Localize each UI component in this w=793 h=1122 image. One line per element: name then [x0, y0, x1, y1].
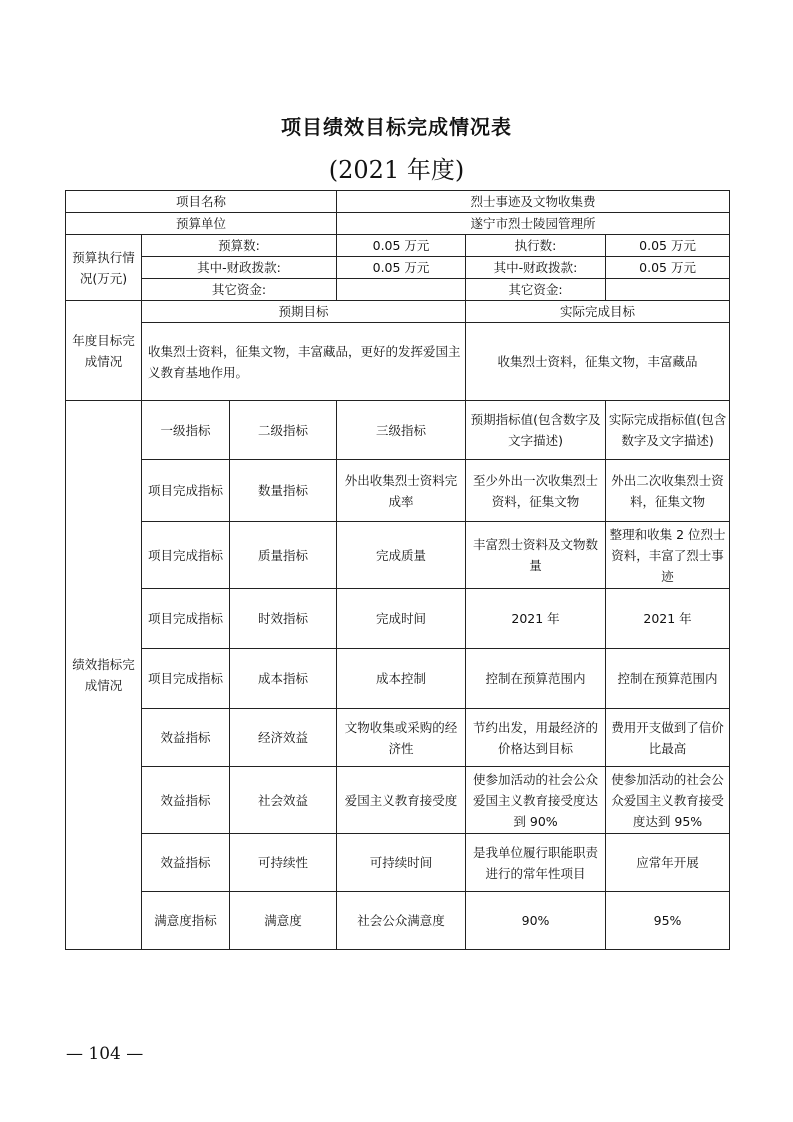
annual-content-row — [66, 323, 730, 401]
other-funds-label: 其它资金: — [142, 279, 337, 301]
header-level1: 一级指标 — [142, 401, 230, 460]
other-exec-value — [606, 279, 730, 301]
row-level3: 外出收集烈士资料完成率 — [337, 460, 466, 522]
fiscal-exec-value: 0.05 万元 — [606, 257, 730, 279]
header-level3: 三级指标 — [337, 401, 466, 460]
budget-section-label: 预算执行情况(万元) — [66, 235, 142, 301]
other-funds-row — [66, 279, 730, 301]
header-actual-value: 实际完成指标值(包含数字及文字描述) — [606, 401, 730, 460]
other-exec-label: 其它资金: — [466, 279, 606, 301]
row-level3: 成本控制 — [337, 649, 466, 709]
row-level1: 效益指标 — [142, 709, 230, 767]
row-level1: 满意度指标 — [142, 892, 230, 950]
row-actual: 95% — [606, 892, 730, 950]
row-actual: 外出二次收集烈士资料，征集文物 — [606, 460, 730, 522]
row-actual: 2021 年 — [606, 589, 730, 649]
row-level2: 可持续性 — [230, 834, 337, 892]
row-expected: 2021 年 — [466, 589, 606, 649]
row-expected: 节约出发，用最经济的价格达到目标 — [466, 709, 606, 767]
budget-amount-value: 0.05 万元 — [337, 235, 466, 257]
row-level3: 完成时间 — [337, 589, 466, 649]
exec-amount-value: 0.05 万元 — [606, 235, 730, 257]
row-level3: 社会公众满意度 — [337, 892, 466, 950]
page-title: 项目绩效目标完成情况表 — [281, 115, 512, 139]
table-row — [66, 589, 730, 649]
page-number: — 104 — — [66, 1044, 144, 1064]
row-level1: 项目完成指标 — [142, 460, 230, 522]
row-level1: 项目完成指标 — [142, 649, 230, 709]
performance-table — [65, 190, 730, 950]
row-level2: 社会效益 — [230, 767, 337, 834]
indicator-header-row — [66, 401, 730, 460]
row-expected: 丰富烈士资料及文物数量 — [466, 522, 606, 589]
row-expected: 使参加活动的社会公众爱国主义教育接受度达到 90% — [466, 767, 606, 834]
project-name-row — [66, 191, 730, 213]
budget-unit-label: 预算单位 — [66, 213, 337, 235]
page-subtitle: (2021 年度) — [328, 156, 465, 184]
row-actual: 费用开支做到了信价比最高 — [606, 709, 730, 767]
row-level2: 质量指标 — [230, 522, 337, 589]
table-row — [66, 709, 730, 767]
row-level2: 满意度 — [230, 892, 337, 950]
budget-amount-label: 预算数: — [142, 235, 337, 257]
row-level3: 爱国主义教育接受度 — [337, 767, 466, 834]
actual-target-text: 收集烈士资料，征集文物，丰富藏品 — [466, 323, 730, 401]
row-level1: 项目完成指标 — [142, 589, 230, 649]
row-actual: 整理和收集 2 位烈士资料，丰富了烈士事迹 — [606, 522, 730, 589]
annual-section-label: 年度目标完成情况 — [66, 301, 142, 401]
row-level2: 时效指标 — [230, 589, 337, 649]
table-row — [66, 460, 730, 522]
row-expected: 90% — [466, 892, 606, 950]
budget-row — [66, 235, 730, 257]
fiscal-label: 其中-财政拨款: — [142, 257, 337, 279]
table-row — [66, 649, 730, 709]
row-level2: 数量指标 — [230, 460, 337, 522]
project-name-label: 项目名称 — [66, 191, 337, 213]
row-actual: 控制在预算范围内 — [606, 649, 730, 709]
row-level3: 可持续时间 — [337, 834, 466, 892]
budget-unit-value: 遂宁市烈士陵园管理所 — [337, 213, 730, 235]
budget-unit-row — [66, 213, 730, 235]
row-expected: 控制在预算范围内 — [466, 649, 606, 709]
row-level1: 项目完成指标 — [142, 522, 230, 589]
row-level3: 完成质量 — [337, 522, 466, 589]
table-row — [66, 767, 730, 834]
row-level2: 成本指标 — [230, 649, 337, 709]
exec-amount-label: 执行数: — [466, 235, 606, 257]
row-level3: 文物收集或采购的经济性 — [337, 709, 466, 767]
table-row — [66, 892, 730, 950]
table-row — [66, 522, 730, 589]
indicator-section-label: 绩效指标完成情况 — [66, 401, 142, 950]
row-level2: 经济效益 — [230, 709, 337, 767]
annual-header-row — [66, 301, 730, 323]
fiscal-value: 0.05 万元 — [337, 257, 466, 279]
row-actual: 使参加活动的社会公众爱国主义教育接受度达到 95% — [606, 767, 730, 834]
row-level1: 效益指标 — [142, 834, 230, 892]
fiscal-exec-label: 其中-财政拨款: — [466, 257, 606, 279]
other-funds-value — [337, 279, 466, 301]
expected-target-text: 收集烈士资料，征集文物，丰富藏品，更好的发挥爱国主义教育基地作用。 — [142, 323, 466, 401]
row-level1: 效益指标 — [142, 767, 230, 834]
table-row — [66, 834, 730, 892]
row-actual: 应常年开展 — [606, 834, 730, 892]
header-expected-value: 预期指标值(包含数字及文字描述) — [466, 401, 606, 460]
header-level2: 二级指标 — [230, 401, 337, 460]
row-expected: 是我单位履行职能职责进行的常年性项目 — [466, 834, 606, 892]
row-expected: 至少外出一次收集烈士资料，征集文物 — [466, 460, 606, 522]
actual-target-header: 实际完成目标 — [466, 301, 730, 323]
fiscal-row — [66, 257, 730, 279]
expected-target-header: 预期目标 — [142, 301, 466, 323]
project-name-value: 烈士事迹及文物收集费 — [337, 191, 730, 213]
